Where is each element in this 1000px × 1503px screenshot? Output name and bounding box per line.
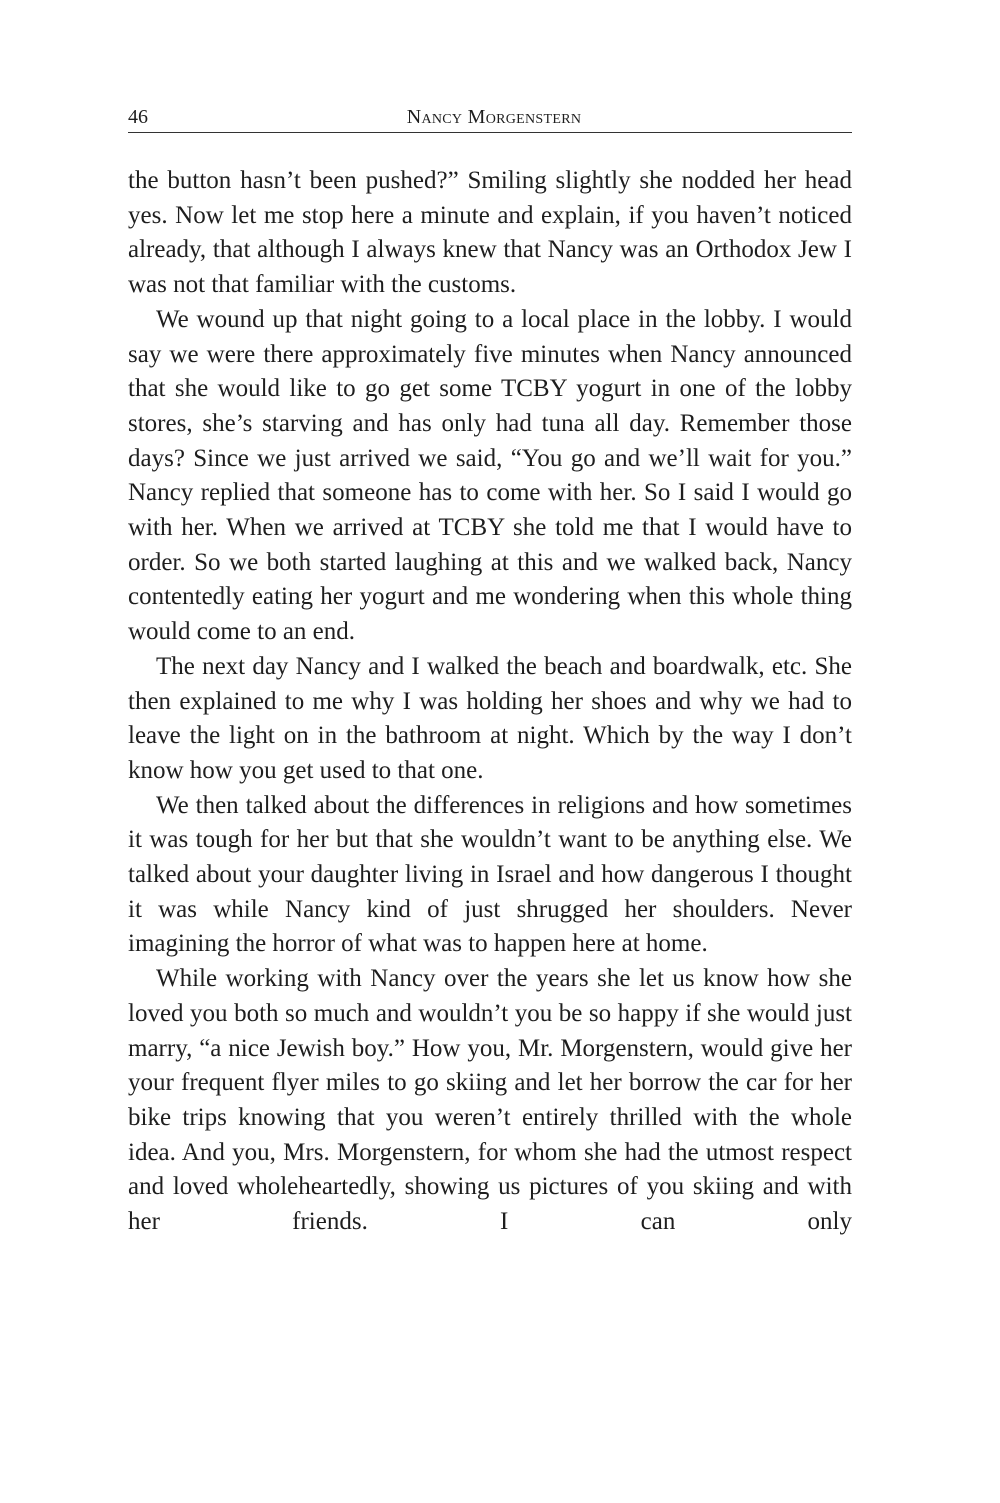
paragraph: The next day Nancy and I walked the beach and boardwalk, etc. She then explained to me why I was holding her shoes and why we had to leave the light on in the bathroom at night. Which by the way I don’t know how you get used to that one. xyxy=(128,652,852,784)
page-header xyxy=(128,102,852,133)
paragraph: the button hasn’t been pushed?” Smiling slightly she nodded her head yes. Now let me stop here a minute and explain, if you haven’t noticed already, that although I always knew that Nancy was an Orthodox Jew I was not that familiar with the customs. xyxy=(128,167,852,299)
running-head: Nancy Morgenstern xyxy=(406,106,582,128)
paragraph: We wound up that night going to a local place in the lobby. I would say we were there approximately five minutes when Nancy announced that she would like to go get some TCBY yogurt in one of the lobby stores, she’s starving and has only had tuna all day. Remember those days? Since we just arrived we said, “You go and we’ll wait for you.” Nancy replied that someone has to come with her. So I said I would go with her. When we arrived at TCBY she told me that I would have to order. So we both started laughing at this and we walked back, Nancy contentedly eating her yogurt and me wondering when this whole thing would come to an end. xyxy=(128,305,852,646)
body-text xyxy=(128,164,852,1240)
page-number: 46 xyxy=(128,106,148,128)
paragraph: We then talked about the differences in religions and how sometimes it was tough for her but that she wouldn’t want to be anything else. We talked about your daughter living in Israel and how dangerous I thought it was while Nancy kind of just shrugged her shoulders. Never imagining the horror of what was to happen here at home. xyxy=(128,791,852,958)
paragraph: While working with Nancy over the years she let us know how she loved you both so much and wouldn’t you be so happy if she would just marry, “a nice Jewish boy.” How you, Mr. Morgenstern, would give her your frequent flyer miles to go skiing and let her borrow the car for her bike trips knowing that you weren’t entirely thrilled with the whole idea. And you, Mrs. Morgenstern, for whom she had the utmost respect and loved wholeheartedly, showing us pictures of you skiing and with her friends. I can only xyxy=(128,965,852,1236)
